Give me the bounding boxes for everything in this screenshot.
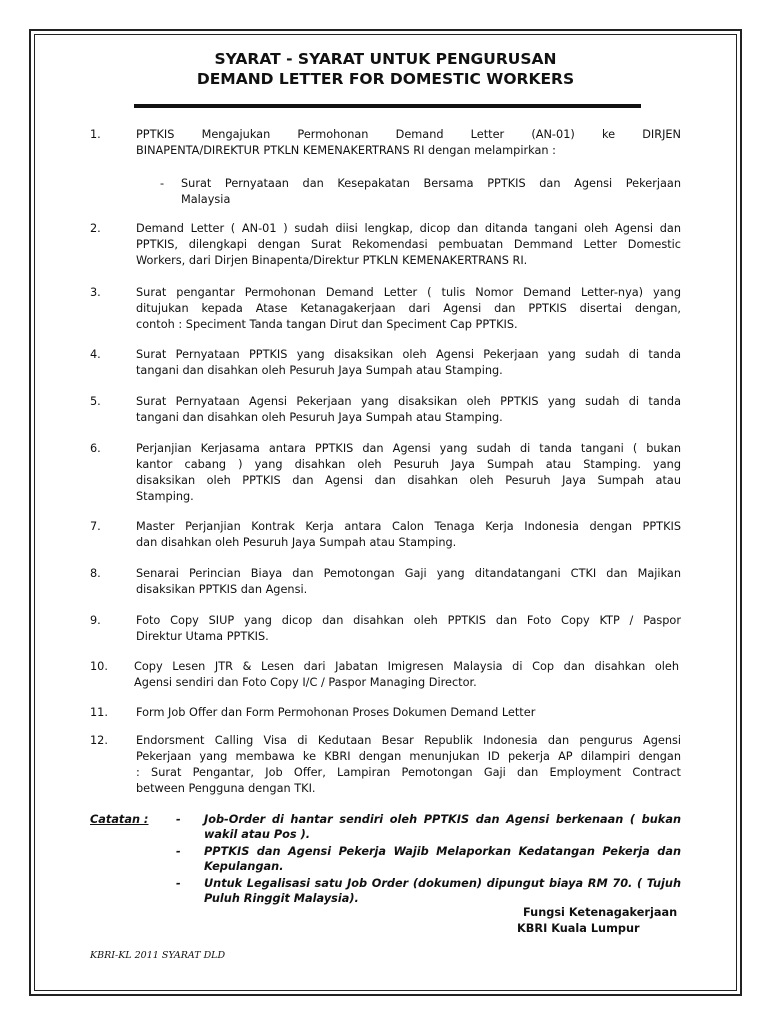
list-item-line: Copy Lesen JTR & Lesen dari Jabatan Imigresen Malaysia di Cop dan disahkan oleh xyxy=(134,660,679,673)
note-text xyxy=(204,812,681,842)
list-item-number: 11. xyxy=(90,706,108,719)
list-item-number: 4. xyxy=(90,348,101,361)
document-title-line1: SYARAT - SYARAT UNTUK PENGURUSAN xyxy=(214,50,557,68)
list-item-line: contoh : Speciment Tanda tangan Dirut dan Speciment Cap PPTKIS. xyxy=(136,318,518,331)
list-item-line: Stamping. xyxy=(136,490,194,503)
list-item-line: Master Perjanjian Kontrak Kerja antara Calon Tenaga Kerja Indonesia dengan PPTKIS xyxy=(136,520,681,533)
list-item-text xyxy=(136,394,681,426)
note-line: Untuk Legalisasi satu Job Order (dokumen) dipungut biaya RM 70. ( Tujuh xyxy=(204,877,681,890)
signature-line1: Fungsi Ketenagakerjaan xyxy=(523,906,678,919)
list-item-line: disaksikan PPTKIS dan Agensi. xyxy=(136,583,308,596)
list-item-text xyxy=(134,659,679,691)
subitem-line: Surat Pernyataan dan Kesepakatan Bersama PPTKIS dan Agensi Pekerjaan xyxy=(181,177,681,190)
list-item-number: 5. xyxy=(90,395,101,408)
list-item-line: PPTKIS, dilengkapi dengan Surat Rekomendasi pembuatan Demmand Letter Domestic xyxy=(136,238,681,251)
list-item-text xyxy=(136,221,681,269)
list-item-text xyxy=(136,566,681,598)
list-item-number: 1. xyxy=(90,128,101,141)
note-dash: - xyxy=(176,813,181,826)
list-item-line: tangani dan disahkan oleh Pesuruh Jaya Sumpah atau Stamping. xyxy=(136,411,503,424)
list-item-text xyxy=(136,441,681,505)
list-item-text xyxy=(136,705,681,721)
note-text xyxy=(204,844,681,874)
list-item-text xyxy=(136,613,681,645)
list-item-line: tangani dan disahkan oleh Pesuruh Jaya Sumpah atau Stamping. xyxy=(136,364,503,377)
list-item-number: 7. xyxy=(90,520,101,533)
title-underline xyxy=(134,104,641,108)
list-item-line: ditujukan kepada Atase Ketanagakerjaan dari Agensi dan PPTKIS disertai dengan, xyxy=(136,302,681,315)
list-item-line: Endorsment Calling Visa di Kedutaan Besar Republik Indonesia dan pengurus Agensi xyxy=(136,734,681,747)
list-item-line: Pekerjaan yang membawa ke KBRI dengan menunjukan ID pekerja AP dilampiri dengan xyxy=(136,750,681,763)
list-item-line: Senarai Perincian Biaya dan Pemotongan Gaji yang ditandatangani CTKI dan Majikan xyxy=(136,567,681,580)
list-item-number: 2. xyxy=(90,222,101,235)
list-item-line: Surat Pernyataan Agensi Pekerjaan yang disaksikan oleh PPTKIS yang sudah di tanda xyxy=(136,395,681,408)
notes-label: Catatan : xyxy=(90,813,149,826)
list-item-line: Form Job Offer dan Form Permohonan Proses Dokumen Demand Letter xyxy=(136,706,536,719)
note-text xyxy=(204,876,681,906)
note-line: PPTKIS dan Agensi Pekerja Wajib Melaporkan Kedatangan Pekerja dan xyxy=(204,845,681,858)
list-item-text xyxy=(136,127,681,159)
footer-reference: KBRI-KL 2011 SYARAT DLD xyxy=(90,950,226,961)
note-line: Job-Order di hantar sendiri oleh PPTKIS dan Agensi berkenaan ( bukan xyxy=(204,813,681,826)
subitem-line: Malaysia xyxy=(181,193,231,206)
list-item-number: 3. xyxy=(90,286,101,299)
list-item-line: Workers, dari Dirjen Binapenta/Direktur PTKLN KEMENAKERTRANS RI. xyxy=(136,254,528,267)
list-item-text xyxy=(136,733,681,797)
list-item-number: 12. xyxy=(90,734,108,747)
list-item-line: Surat Pernyataan PPTKIS yang disaksikan oleh Agensi Pekerjaan yang sudah di tanda xyxy=(136,348,681,361)
list-item-line: : Surat Pengantar, Job Offer, Lampiran Pemotongan Gaji dan Employment Contract xyxy=(136,766,681,779)
subitem-dash: - xyxy=(160,177,165,190)
note-line: wakil atau Pos ). xyxy=(204,828,311,841)
list-item-line: disaksikan oleh PPTKIS dan Agensi dan disahkan oleh Pesuruh Jaya Sumpah atau xyxy=(136,474,681,487)
list-item-line: BINAPENTA/DIREKTUR PTKLN KEMENAKERTRANS RI dengan melampirkan : xyxy=(136,144,556,157)
list-item-text xyxy=(136,347,681,379)
list-item-line: Demand Letter ( AN-01 ) sudah diisi lengkap, dicop dan ditanda tangani oleh Agensi dan xyxy=(136,222,681,235)
list-item-line: between Pengguna dengan TKI. xyxy=(136,782,316,795)
list-item-text xyxy=(136,519,681,551)
list-item-line: kantor cabang ) yang disahkan oleh Pesuruh Jaya Sumpah atau Stamping. yang xyxy=(136,458,681,471)
list-item-number: 9. xyxy=(90,614,101,627)
document-title-line2: DEMAND LETTER FOR DOMESTIC WORKERS xyxy=(196,70,575,88)
note-line: Puluh Ringgit Malaysia). xyxy=(204,892,359,905)
list-item-line: dan disahkan oleh Pesuruh Jaya Sumpah atau Stamping. xyxy=(136,536,457,549)
list-item-line: Direktur Utama PPTKIS. xyxy=(136,630,269,643)
list-item-line: Perjanjian Kerjasama antara PPTKIS dan Agensi yang sudah di tanda tangani ( bukan xyxy=(136,442,681,455)
list-item-line: Agensi sendiri dan Foto Copy I/C / Paspor Managing Director. xyxy=(134,676,477,689)
list-item-line: Foto Copy SIUP yang dicop dan disahkan oleh PPTKIS dan Foto Copy KTP / Paspor xyxy=(136,614,681,627)
note-dash: - xyxy=(176,845,181,858)
list-item-number: 8. xyxy=(90,567,101,580)
note-line: Kepulangan. xyxy=(204,860,284,873)
signature-line2: KBRI Kuala Lumpur xyxy=(517,922,640,935)
list-item-number: 10. xyxy=(90,660,108,673)
note-dash: - xyxy=(176,877,181,890)
list-item-line: PPTKIS Mengajukan Permohonan Demand Letter (AN-01) ke DIRJEN xyxy=(136,128,681,141)
list-item-line: Surat pengantar Permohonan Demand Letter ( tulis Nomor Demand Letter-nya) yang xyxy=(136,286,681,299)
list-item-text xyxy=(136,285,681,333)
list-item-number: 6. xyxy=(90,442,101,455)
